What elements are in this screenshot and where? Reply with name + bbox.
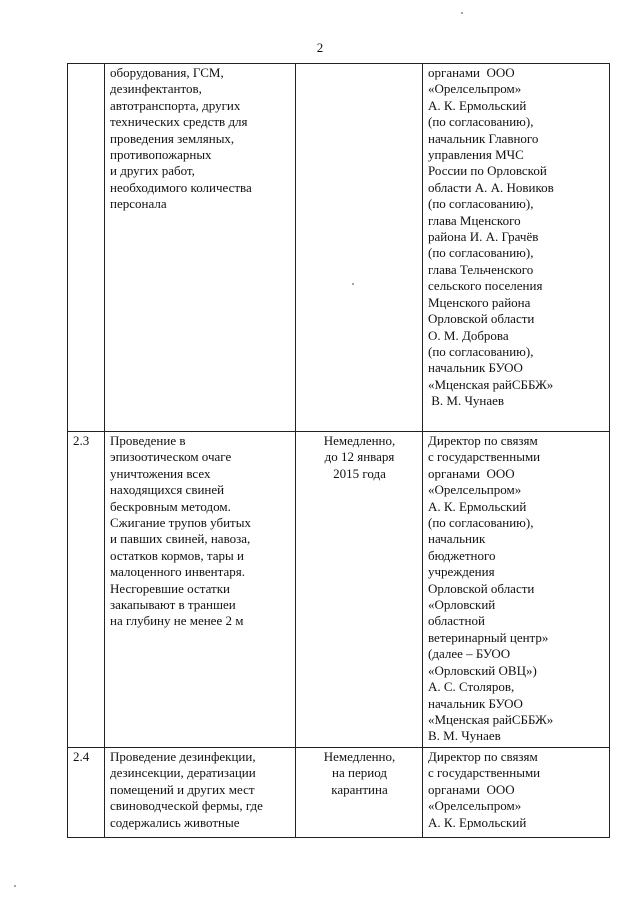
responsible-line: органами ООО bbox=[428, 65, 515, 80]
term-line: Немедленно, bbox=[323, 749, 396, 764]
responsible-line: органами ООО bbox=[428, 781, 515, 797]
term-line: Немедленно, bbox=[323, 433, 396, 448]
term-line: карантина bbox=[331, 781, 388, 797]
action-line: Проведение в bbox=[110, 433, 186, 448]
action-line: закапывают в траншеи bbox=[110, 597, 236, 613]
action-line: автотранспорта, других bbox=[110, 97, 241, 113]
action-line: Сжигание трупов убитых bbox=[110, 515, 251, 531]
responsible-line: области А. А. Новиков bbox=[428, 179, 554, 195]
responsible-line: «Орелсельпром» bbox=[428, 798, 522, 814]
responsible-line: областной bbox=[428, 613, 485, 629]
term-cell bbox=[296, 432, 423, 748]
responsible-line: (по согласованию), bbox=[428, 343, 534, 359]
responsible-line: с государственными bbox=[428, 449, 541, 465]
responsible-line: (по согласованию), bbox=[428, 114, 534, 130]
responsible-line: ветеринарный центр» bbox=[428, 629, 549, 645]
responsible-line: органами ООО bbox=[428, 465, 515, 481]
term-line: 2015 года bbox=[333, 465, 386, 481]
responsible-line: (по согласованию), bbox=[428, 196, 534, 212]
action-line: содержались животные bbox=[110, 814, 240, 830]
responsible-line: В. М. Чунаев bbox=[428, 728, 501, 744]
action-line: дезинфектантов, bbox=[110, 81, 202, 97]
action-line: бескровным методом. bbox=[110, 498, 231, 514]
responsible-line: (по согласованию), bbox=[428, 515, 534, 531]
page-number: 2 bbox=[316, 40, 324, 55]
responsible-line: В. М. Чунаев bbox=[428, 393, 505, 409]
responsible-line: Орловской области bbox=[428, 311, 535, 327]
responsible-line: Директор по связям bbox=[428, 433, 538, 448]
table-row bbox=[68, 432, 610, 748]
term-cell bbox=[296, 748, 423, 838]
responsible-line: Директор по связям bbox=[428, 749, 538, 764]
term-line: до 12 января bbox=[324, 449, 395, 465]
responsible-line: управления МЧС bbox=[428, 147, 524, 163]
responsible-line: «Орловский ОВЦ») bbox=[428, 662, 537, 678]
responsible-line: начальник БУОО bbox=[428, 695, 523, 711]
action-line: Проведение дезинфекции, bbox=[110, 749, 256, 764]
scan-speck bbox=[14, 885, 16, 887]
term-line: на период bbox=[332, 765, 387, 781]
responsible-line: бюджетного bbox=[428, 547, 496, 563]
table-row bbox=[68, 64, 610, 432]
responsible-line: Орловской области bbox=[428, 580, 535, 596]
responsible-line: «Орелсельпром» bbox=[428, 482, 522, 498]
action-line: эпизоотическом очаге bbox=[110, 449, 232, 465]
responsible-line: начальник bbox=[428, 531, 486, 547]
responsible-line: «Орловский bbox=[428, 597, 496, 613]
action-line: уничтожения всех bbox=[110, 465, 211, 481]
action-line: и павших свиней, навоза, bbox=[110, 531, 251, 547]
action-line: остатков кормов, тары и bbox=[110, 547, 244, 563]
action-line: на глубину не менее 2 м bbox=[110, 613, 244, 629]
responsible-line: (далее – БУОО bbox=[428, 646, 511, 662]
row-number: 2.4 bbox=[68, 748, 105, 838]
responsible-line: А. С. Столяров, bbox=[428, 679, 515, 695]
action-cell bbox=[105, 432, 296, 748]
table-row bbox=[68, 748, 610, 838]
responsible-cell bbox=[423, 748, 610, 838]
table-body bbox=[68, 64, 610, 838]
action-line: находящихся свиней bbox=[110, 482, 225, 498]
action-line: Несгоревшие остатки bbox=[110, 580, 230, 596]
responsible-cell bbox=[423, 64, 610, 432]
measures-table bbox=[67, 63, 610, 838]
action-line: малоценного инвентаря. bbox=[110, 564, 245, 580]
responsible-line: «Мценская райСББЖ» bbox=[428, 711, 554, 727]
action-cell bbox=[105, 748, 296, 838]
responsible-line: А. К. Ермольский bbox=[428, 814, 527, 830]
action-line: противопожарных bbox=[110, 147, 212, 163]
action-line: необходимого количества bbox=[110, 179, 252, 195]
responsible-line: России по Орловской bbox=[428, 163, 547, 179]
action-line: и других работ, bbox=[110, 163, 195, 179]
action-line: дезинсекции, дератизации bbox=[110, 765, 256, 781]
responsible-line: (по согласованию), bbox=[428, 245, 534, 261]
action-line: оборудования, ГСМ, bbox=[110, 65, 224, 80]
responsible-line: начальник Главного bbox=[428, 130, 539, 146]
responsible-line: А. К. Ермольский bbox=[428, 498, 527, 514]
action-line: помещений и других мест bbox=[110, 781, 255, 797]
responsible-line: учреждения bbox=[428, 564, 495, 580]
term-cell bbox=[296, 64, 423, 432]
responsible-line: начальник БУОО bbox=[428, 360, 523, 376]
scan-speck bbox=[352, 283, 354, 285]
responsible-line: А. К. Ермольский bbox=[428, 97, 527, 113]
responsible-line: с государственными bbox=[428, 765, 541, 781]
responsible-line: О. М. Доброва bbox=[428, 327, 509, 343]
action-line: свиноводческой фермы, где bbox=[110, 798, 263, 814]
action-cell bbox=[105, 64, 296, 432]
responsible-line: «Мценская райСББЖ» bbox=[428, 376, 554, 392]
responsible-line: сельского поселения bbox=[428, 278, 543, 294]
responsible-cell bbox=[423, 432, 610, 748]
action-line: проведения земляных, bbox=[110, 130, 235, 146]
responsible-line: глава Мценского bbox=[428, 212, 521, 228]
responsible-line: глава Тельченского bbox=[428, 261, 534, 277]
row-number: 2.3 bbox=[68, 432, 105, 748]
action-line: персонала bbox=[110, 196, 167, 212]
responsible-line: района И. А. Грачёв bbox=[428, 229, 539, 245]
row-number bbox=[68, 64, 105, 432]
responsible-line: Мценского района bbox=[428, 294, 531, 310]
responsible-line: «Орелсельпром» bbox=[428, 81, 522, 97]
action-line: технических средств для bbox=[110, 114, 248, 130]
scan-speck bbox=[461, 12, 463, 14]
